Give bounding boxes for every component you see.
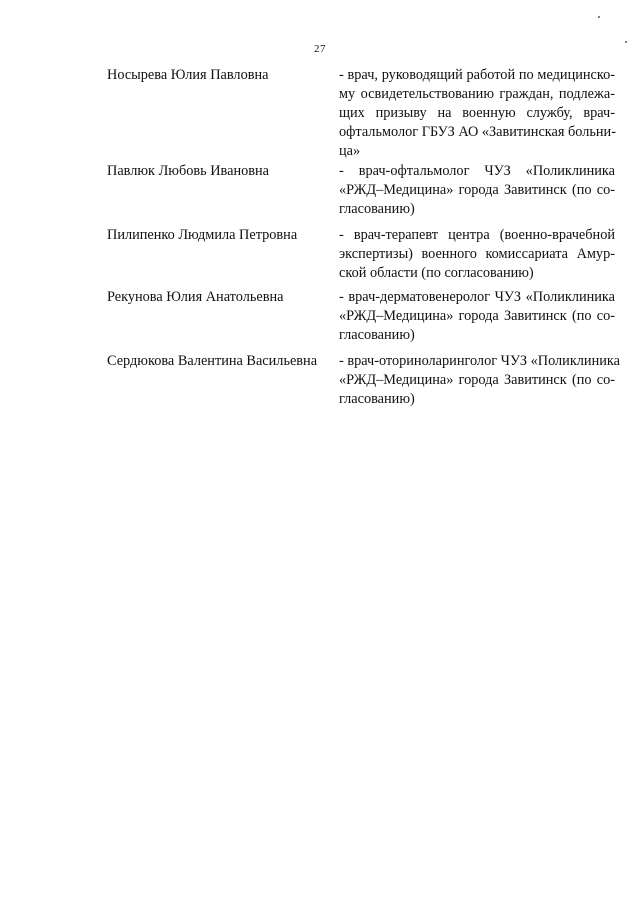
position-line: ской области (по согласованию) (339, 265, 534, 281)
position-line: «РЖД–Медицина» города Завитинск (по со- (339, 308, 615, 324)
position-line: экспертизы) военного комиссариата Амур- (339, 246, 615, 262)
member-name: Носырева Юлия Павловна (107, 67, 269, 83)
member-position (339, 162, 615, 219)
page-number: 27 (314, 43, 326, 55)
position-line: «РЖД–Медицина» города Завитинск (по со- (339, 182, 615, 198)
member-name: Сердюкова Валентина Васильевна (107, 353, 318, 369)
position-line: - врач-дерматовенеролог ЧУЗ «Поликлиника (339, 289, 615, 305)
position-line: гласованию) (339, 327, 415, 343)
member-position (339, 226, 615, 283)
position-line: му освидетельствованию граждан, подлежа- (339, 86, 615, 102)
position-line: щих призыву на военную службу, врач- (339, 105, 615, 121)
member-name: Павлюк Любовь Ивановна (107, 163, 269, 179)
position-line: офтальмолог ГБУЗ АО «Завитинская больни- (339, 124, 616, 140)
member-position (339, 288, 615, 345)
position-line: гласованию) (339, 201, 415, 217)
member-name: Рекунова Юлия Анатольевна (107, 289, 284, 305)
position-line: «РЖД–Медицина» города Завитинск (по со- (339, 372, 615, 388)
member-position (339, 66, 615, 161)
position-line: - врач-офтальмолог ЧУЗ «Поликлиника (339, 163, 615, 179)
scan-speck (598, 16, 600, 18)
member-name: Пилипенко Людмила Петровна (107, 227, 298, 243)
position-line: - врач-терапевт центра (военно-врачебной (339, 227, 615, 243)
position-line: гласованию) (339, 391, 415, 407)
position-line: - врач-оториноларинголог ЧУЗ «Поликлиника (339, 353, 620, 369)
position-line: - врач, руководящий работой по медицинско- (339, 67, 615, 83)
position-line: ца» (339, 143, 361, 159)
member-position (339, 352, 620, 409)
